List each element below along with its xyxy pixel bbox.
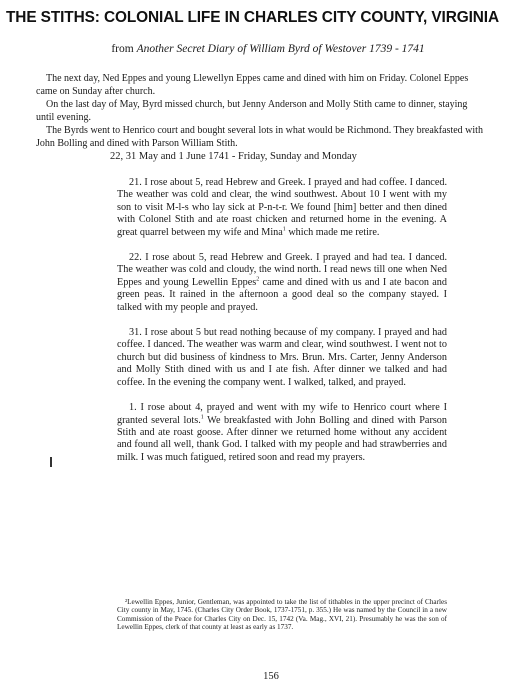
entry-text: 1. I rose about 4, prayed and went with my wife to Henrico court where I granted several lots. (117, 402, 447, 426)
page-number: 156 (263, 671, 279, 682)
source-citation (0, 43, 512, 55)
diary-entries (117, 177, 447, 477)
entry-text-tail: We breakfasted with John Bolling and dined with Parson Stith and ate roast goose. After dinner we returned home without any accident and found all well, thank God. I talked with my people and had strawberries and milk. I was much fatigued, retired soon and read my prayers. (117, 414, 447, 463)
entry-text: 31. I rose about 5 but read nothing because of my company. I prayed and had coffee. I danced. The weather was warm and clear, wind southwest. I went not to church but did business of kindness to Mrs. Brun. Mrs. Carter, Jenny Anderson and Molly Stith dined with us and I ate fish. After dinner we talked and had coffee. In the evening the company went. I walked, talked, and prayed. (117, 327, 447, 388)
footnote (117, 598, 447, 632)
diary-entry (117, 402, 447, 464)
diary-dateline: 22, 31 May and 1 June 1741 - Friday, Sunday and Monday (110, 151, 357, 162)
source-work-title: Another Secret Diary of William Byrd of Westover 1739 - 1741 (136, 43, 425, 55)
intro-paragraph: The Byrds went to Henrico court and bought several lots in what would be Richmond. They breakfasted with John Bolling and dined with Parson William Stith. (36, 125, 483, 149)
entry-text-tail: which made me retire. (285, 226, 380, 238)
diary-entry (117, 327, 447, 389)
footnote-mark: 2 (256, 276, 260, 283)
source-prefix: from (111, 43, 134, 55)
intro-paragraph: The next day, Ned Eppes and young Llewellyn Eppes came and dined with him on Friday. Colonel Eppes came on Sunday after church. (36, 73, 469, 97)
intro-paragraph: On the last day of May, Byrd missed church, but Jenny Anderson and Molly Stith came to dinner, staying until evening. (36, 99, 468, 123)
footnote-text: ²Lewellin Eppes, Junior, Gentleman, was appointed to take the list of tithables in the upper precinct of Charles City county in May, 1745. (Charles City Order Book, 1737-1751, p. 355.) He was named by the Council in a new Commission of the Peace for Charles City on Dec. 15, 1742 (Va. Mag., XVI, 21). Presumably he was the son of Lewellin Eppes, clerk of that county at least as early as 1737. (117, 598, 447, 632)
footnote-mark: 1 (282, 226, 286, 233)
entry-text: 22. I rose about 5, read Hebrew and Greek. I prayed and had tea. I danced. The weather was cold and cloudy, the wind north. I read news till one when Ned Eppes and young Lewellin Eppes (117, 252, 447, 288)
diary-entry (117, 177, 447, 239)
diary-entry (117, 252, 447, 314)
footnote-mark: 1 (200, 414, 204, 421)
intro-section (36, 72, 486, 150)
entry-text-tail: came and dined with us and I ate bacon and green peas. It rained in the afternoon a good deal so the company stayed. I talked with my people and prayed. (117, 276, 447, 313)
entry-text: 21. I rose about 5, read Hebrew and Greek. I prayed and had coffee. I danced. The weather was cold and clear, the wind southwest. About 10 I went with my son to visit M-l-s who lay sick at P-n-t-r. We found [him] better and then dined with Colonel Stith and ate roast chicken and returned home in the evening. A great quarrel between my wife and Mina (117, 177, 447, 238)
page-title: THE STITHS: COLONIAL LIFE IN CHARLES CITY COUNTY, VIRGINIA (6, 9, 499, 26)
margin-mark (50, 457, 52, 467)
